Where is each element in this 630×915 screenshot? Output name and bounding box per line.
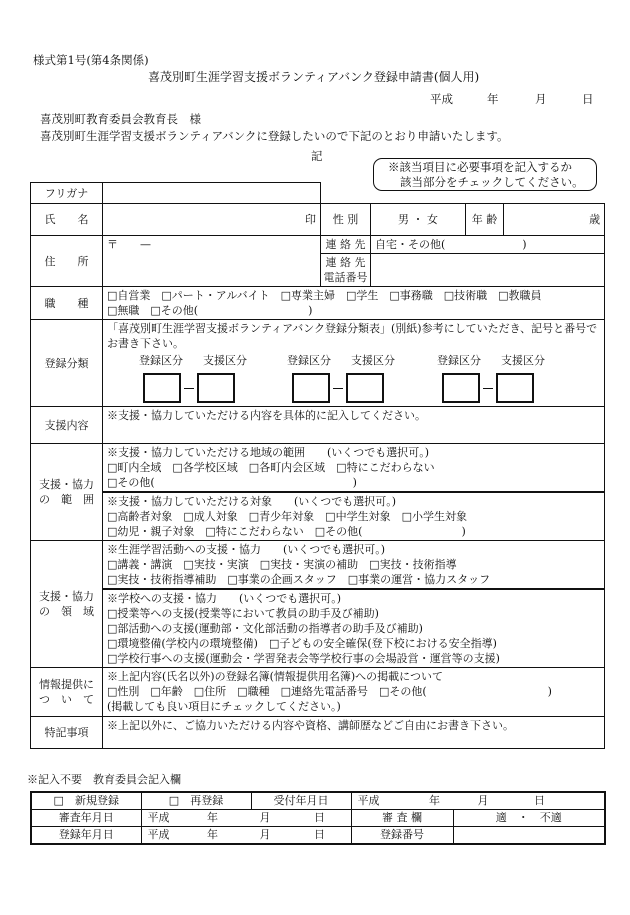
field-life-options[interactable] xyxy=(103,541,605,590)
contact-options[interactable]: 自宅・その他( ) xyxy=(371,236,605,254)
postal-mark: 〒 — xyxy=(107,238,151,251)
field-school-heading: ※学校への支援・協力 (いくつでも選択可。) xyxy=(107,592,342,605)
address-row xyxy=(31,236,605,254)
name-label: 氏 名 xyxy=(31,204,103,236)
code-pair-3 xyxy=(442,373,534,403)
phone-field[interactable] xyxy=(371,254,605,287)
received-month: 月 xyxy=(477,794,489,807)
gender-options[interactable]: 男 ・ 女 xyxy=(371,204,466,236)
exam-era: 平成 xyxy=(147,811,170,824)
registration-number-field[interactable] xyxy=(453,827,605,845)
exam-result-options[interactable]: 適 ・ 不適 xyxy=(453,810,605,827)
field-label xyxy=(31,541,103,668)
remarks-row xyxy=(31,717,605,749)
ki-label: 記 xyxy=(311,149,323,163)
scope-area-line-2: □その他( ) xyxy=(107,476,357,489)
reg-header-b-1: 支援区分 xyxy=(203,354,247,367)
phone-label-line1: 連 絡 先 xyxy=(325,256,366,269)
registration-class-instructions: 「喜茂別町生涯学習支援ボランティアバンク登録分類表」(別紙)参考にしていただき、記号と番号でお書き下さい。 xyxy=(107,322,598,350)
info-provision-row xyxy=(31,668,605,717)
office-use-table xyxy=(30,791,606,845)
reg-day: 日 xyxy=(314,828,325,841)
phone-label-line2: 電話番号 xyxy=(323,271,368,284)
scope-area-row xyxy=(31,444,605,493)
reg-header-b-3: 支援区分 xyxy=(501,354,545,367)
instruction-note-box xyxy=(373,158,597,191)
support-code-input[interactable] xyxy=(346,373,384,403)
request-statement: 喜茂別町生涯学習支援ボランティアバンクに登録したいので下記のとおり申請いたします。 xyxy=(40,129,509,143)
reg-code-input[interactable] xyxy=(292,373,330,403)
received-date-field[interactable] xyxy=(351,792,605,810)
address-label: 住 所 xyxy=(31,236,103,287)
field-school-line-2: □部活動への支援(運動部・文化部活動の指導者の助手及び補助) xyxy=(107,622,423,635)
application-form-table xyxy=(30,182,605,749)
support-code-input[interactable] xyxy=(496,373,534,403)
exam-column-label: 審 査 欄 xyxy=(351,810,453,827)
scope-target-line-1: □高齢者対象 □成人対象 □青少年対象 □中学生対象 □小学生対象 xyxy=(107,510,467,523)
field-school-line-1: □授業等への支援(授業等において教員の助手及び補助) xyxy=(107,607,379,620)
seal-mark: 印 xyxy=(305,213,316,226)
note-line-2: 該当部分をチェックしてください。 xyxy=(400,175,584,189)
reg-header-a-3: 登録区分 xyxy=(437,354,481,367)
info-label-line1: 情報提供に xyxy=(39,678,94,691)
scope-label xyxy=(31,444,103,541)
code-pair-1 xyxy=(143,373,235,403)
scope-label-line2: の 範 囲 xyxy=(39,493,94,506)
field-school-line-3: □環境整備(学校内の環境整備) □子どもの安全確保(登下校における安全指導) xyxy=(107,637,497,650)
office-row-1 xyxy=(31,792,605,810)
exam-day: 日 xyxy=(314,811,325,824)
gender-label: 性 別 xyxy=(321,204,371,236)
form-number: 様式第1号(第4条関係) xyxy=(33,53,149,67)
registration-date-field[interactable] xyxy=(141,827,351,845)
received-year: 年 xyxy=(429,794,440,807)
form-title: 喜茂別町生涯学習支援ボランティアバンク登録申請書(個人用) xyxy=(148,70,480,84)
received-date-label: 受付年月日 xyxy=(251,792,351,810)
note-line-1: ※該当項目に必要事項を記入するか xyxy=(388,160,572,174)
occupation-row xyxy=(31,287,605,320)
field-life-heading: ※生涯学習活動への支援・協力 (いくつでも選択可。) xyxy=(107,543,386,556)
scope-area-options[interactable] xyxy=(103,444,605,493)
office-row-3 xyxy=(31,827,605,845)
code-pair-2 xyxy=(292,373,384,403)
scope-target-heading: ※支援・協力していただける対象 (いくつでも選択可。) xyxy=(107,495,397,508)
received-day: 日 xyxy=(534,794,545,807)
new-registration-check[interactable]: □ 新規登録 xyxy=(31,792,141,810)
re-registration-check[interactable]: □ 再登録 xyxy=(141,792,251,810)
reg-era: 平成 xyxy=(147,828,170,841)
registration-number-label: 登録番号 xyxy=(351,827,453,845)
scope-area-heading: ※支援・協力していただける地域の範囲 (いくつでも選択可。) xyxy=(107,446,430,459)
date-era: 平成 xyxy=(430,92,453,106)
exam-year: 年 xyxy=(207,811,218,824)
info-label-line2: つ い て xyxy=(39,693,94,706)
support-content-instructions: ※支援・協力していただける内容を具体的に記入してください。 xyxy=(107,409,426,422)
date-month: 月 xyxy=(535,92,547,106)
reg-code-input[interactable] xyxy=(143,373,181,403)
field-life-line-1: □講義・講演 □実技・実演 □実技・実演の補助 □実技・技術指導 xyxy=(107,558,457,571)
field-life-line-2: □実技・技術指導補助 □事業の企画スタッフ □事業の運営・協力スタッフ xyxy=(107,573,491,586)
name-field[interactable] xyxy=(103,204,321,236)
registration-class-row xyxy=(31,320,605,407)
occupation-options[interactable] xyxy=(103,287,605,320)
scope-label-line1: 支援・協力 xyxy=(39,478,94,491)
remarks-field[interactable] xyxy=(103,717,605,749)
registration-date-label: 登録年月日 xyxy=(31,827,141,845)
exam-date-label: 審査年月日 xyxy=(31,810,141,827)
age-field[interactable] xyxy=(504,204,605,236)
phone-label xyxy=(321,254,371,287)
age-label: 年 齢 xyxy=(466,204,504,236)
info-heading: ※上記内容(氏名以外)の登録名簿(情報提供用名簿)への掲載について xyxy=(107,670,443,683)
scope-target-options[interactable] xyxy=(103,492,605,541)
age-unit: 歳 xyxy=(589,213,601,226)
date-day: 日 xyxy=(582,92,594,106)
date-year: 年 xyxy=(487,92,499,106)
occupation-label: 職 種 xyxy=(31,287,103,320)
field-label-line2: の 領 域 xyxy=(39,605,94,618)
reg-month: 月 xyxy=(259,828,271,841)
info-line-1: □性別 □年齢 □住所 □職種 □連絡先電話番号 □その他( ) xyxy=(107,685,552,698)
registration-class-label: 登録分類 xyxy=(31,320,103,407)
received-era: 平成 xyxy=(357,794,380,807)
addressee: 喜茂別町教育委員会教育長 様 xyxy=(40,112,201,126)
exam-month: 月 xyxy=(259,811,271,824)
scope-target-line-2: □幼児・親子対象 □特にこだわらない □その他( ) xyxy=(107,525,466,538)
support-content-row xyxy=(31,407,605,444)
info-provision-label xyxy=(31,668,103,717)
support-content-field[interactable] xyxy=(103,407,605,444)
registration-class-field xyxy=(103,320,605,407)
field-school-options[interactable] xyxy=(103,589,605,668)
furigana-field[interactable] xyxy=(103,183,321,204)
scope-target-row xyxy=(31,492,605,541)
reg-header-b-2: 支援区分 xyxy=(351,354,395,367)
field-school-line-4: □学校行事への支援(運動会・学習発表会等学校行事の会場設営・運営等の支援) xyxy=(107,652,500,665)
field-label-line1: 支援・協力 xyxy=(39,590,94,603)
office-use-caption: ※記入不要 教育委員会記入欄 xyxy=(27,773,181,786)
support-code-input[interactable] xyxy=(197,373,235,403)
name-row xyxy=(31,204,605,236)
scope-area-line-1: □町内全域 □各学校区域 □各町内会区域 □特にこだわらない xyxy=(107,461,435,474)
exam-date-field[interactable] xyxy=(141,810,351,827)
registration-code-boxes xyxy=(107,351,600,405)
occupation-line-2: □無職 □その他( ) xyxy=(107,304,313,317)
address-field[interactable] xyxy=(103,236,321,287)
info-provision-options[interactable] xyxy=(103,668,605,717)
remarks-label: 特記事項 xyxy=(31,717,103,749)
remarks-instructions: ※上記以外に、ご協力いただける内容や資格、講師歴などご自由にお書き下さい。 xyxy=(107,719,514,732)
info-line-2: (掲載しても良い項目にチェックしてください。) xyxy=(107,700,341,713)
furigana-label: フリガナ xyxy=(31,183,103,204)
office-row-2 xyxy=(31,810,605,827)
contact-label: 連 絡 先 xyxy=(321,236,371,254)
field-school-row xyxy=(31,589,605,668)
support-content-label: 支援内容 xyxy=(31,407,103,444)
occupation-line-1: □自営業 □パート・アルバイト □専業主婦 □学生 □事務職 □技術職 □教職員 xyxy=(107,289,542,302)
reg-year: 年 xyxy=(207,828,218,841)
reg-header-a-1: 登録区分 xyxy=(139,354,183,367)
reg-header-a-2: 登録区分 xyxy=(287,354,331,367)
field-life-row xyxy=(31,541,605,590)
reg-code-input[interactable] xyxy=(442,373,480,403)
